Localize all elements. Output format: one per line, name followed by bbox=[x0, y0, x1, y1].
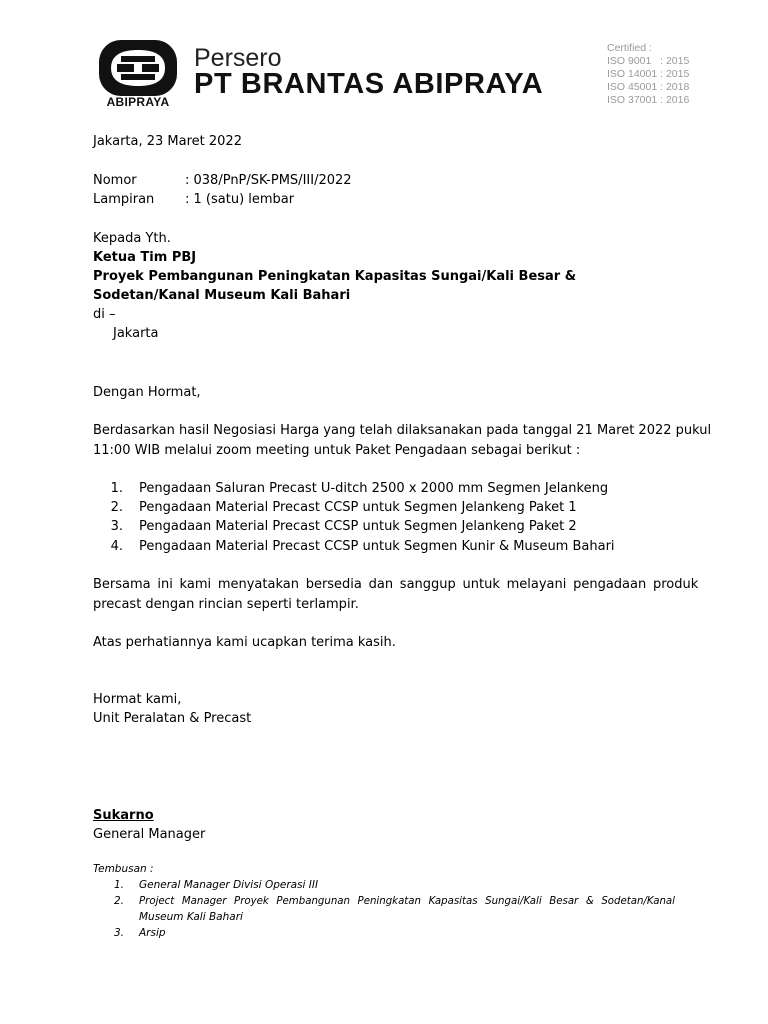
certification-item: ISO 45001 : 2018 bbox=[607, 81, 690, 93]
company-name: PT BRANTAS ABIPRAYA bbox=[194, 68, 544, 100]
list-item-number: 3. bbox=[110, 519, 123, 534]
list-item: Pengadaan Material Precast CCSP untuk Segmen Kunir & Museum Bahari bbox=[139, 539, 615, 554]
certification-item: ISO 9001 : 2015 bbox=[607, 55, 690, 67]
recipient-project-line2: Sodetan/Kanal Museum Kali Bahari bbox=[93, 288, 351, 303]
company-type: Persero bbox=[194, 44, 282, 72]
di-line: di – bbox=[93, 307, 116, 322]
list-item-number: 2. bbox=[110, 500, 123, 515]
tembusan-item-continued: Museum Kali Bahari bbox=[139, 911, 243, 923]
closing-unit: Unit Peralatan & Precast bbox=[93, 711, 252, 726]
list-item-number: 4. bbox=[110, 539, 123, 554]
lampiran-value: : 1 (satu) lembar bbox=[185, 192, 295, 207]
list-item: Pengadaan Saluran Precast U-ditch 2500 x 2000 mm Segmen Jelankeng bbox=[139, 481, 609, 496]
tembusan-label: Tembusan : bbox=[93, 863, 154, 875]
salutation: Dengan Hormat, bbox=[93, 385, 201, 400]
kepada-line: Kepada Yth. bbox=[93, 231, 171, 246]
recipient-project-line1: Proyek Pembangunan Peningkatan Kapasitas Sungai/Kali Besar & bbox=[93, 269, 577, 284]
certification-item: ISO 37001 : 2016 bbox=[607, 94, 690, 106]
list-item: Pengadaan Material Precast CCSP untuk Segmen Jelankeng Paket 2 bbox=[139, 519, 577, 534]
paragraph-1-line-2: 11:00 WIB melalui zoom meeting untuk Paket Pengadaan sebagai berikut : bbox=[93, 443, 581, 458]
logo-text: ABIPRAYA bbox=[106, 95, 170, 109]
certifications-block bbox=[607, 42, 689, 107]
list-item: Pengadaan Material Precast CCSP untuk Segmen Jelankeng Paket 1 bbox=[139, 500, 577, 515]
signer-title: General Manager bbox=[93, 827, 206, 842]
tembusan-number: 1. bbox=[114, 879, 125, 891]
nomor-label: Nomor bbox=[93, 173, 137, 188]
paragraph-3: Atas perhatiannya kami ucapkan terima kasih. bbox=[93, 635, 396, 650]
paragraph-2-line-1: Bersama ini kami menyatakan bersedia dan sanggup untuk melayani pengadaan produk bbox=[93, 577, 699, 592]
signer-name: Sukarno bbox=[93, 808, 154, 823]
tembusan-item: Arsip bbox=[139, 927, 166, 939]
certified-label: Certified : bbox=[607, 42, 652, 54]
tembusan-item: Project Manager Proyek Pembangunan Peningkatan Kapasitas Sungai/Kali Besar & Sodetan/Kanal bbox=[139, 896, 675, 907]
recipient-title: Ketua Tim PBJ bbox=[93, 250, 197, 265]
nomor-value: : 038/PnP/SK-PMS/III/2022 bbox=[185, 173, 352, 188]
certification-item: ISO 14001 : 2015 bbox=[607, 68, 690, 80]
paragraph-1-line-1: Berdasarkan hasil Negosiasi Harga yang telah dilaksanakan pada tanggal 21 Maret 2022 pukul bbox=[93, 423, 712, 438]
paragraph-2-line-2: precast dengan rincian seperti terlampir. bbox=[93, 597, 359, 612]
letterhead bbox=[0, 0, 768, 120]
tembusan-item: General Manager Divisi Operasi III bbox=[139, 879, 319, 891]
recipient-city: Jakarta bbox=[113, 326, 159, 341]
lampiran-label: Lampiran bbox=[93, 192, 155, 207]
list-item-number: 1. bbox=[110, 481, 123, 496]
place-date: Jakarta, 23 Maret 2022 bbox=[93, 134, 242, 149]
tembusan-number: 2. bbox=[114, 895, 125, 907]
tembusan-number: 3. bbox=[114, 927, 125, 939]
closing-line: Hormat kami, bbox=[93, 692, 182, 707]
